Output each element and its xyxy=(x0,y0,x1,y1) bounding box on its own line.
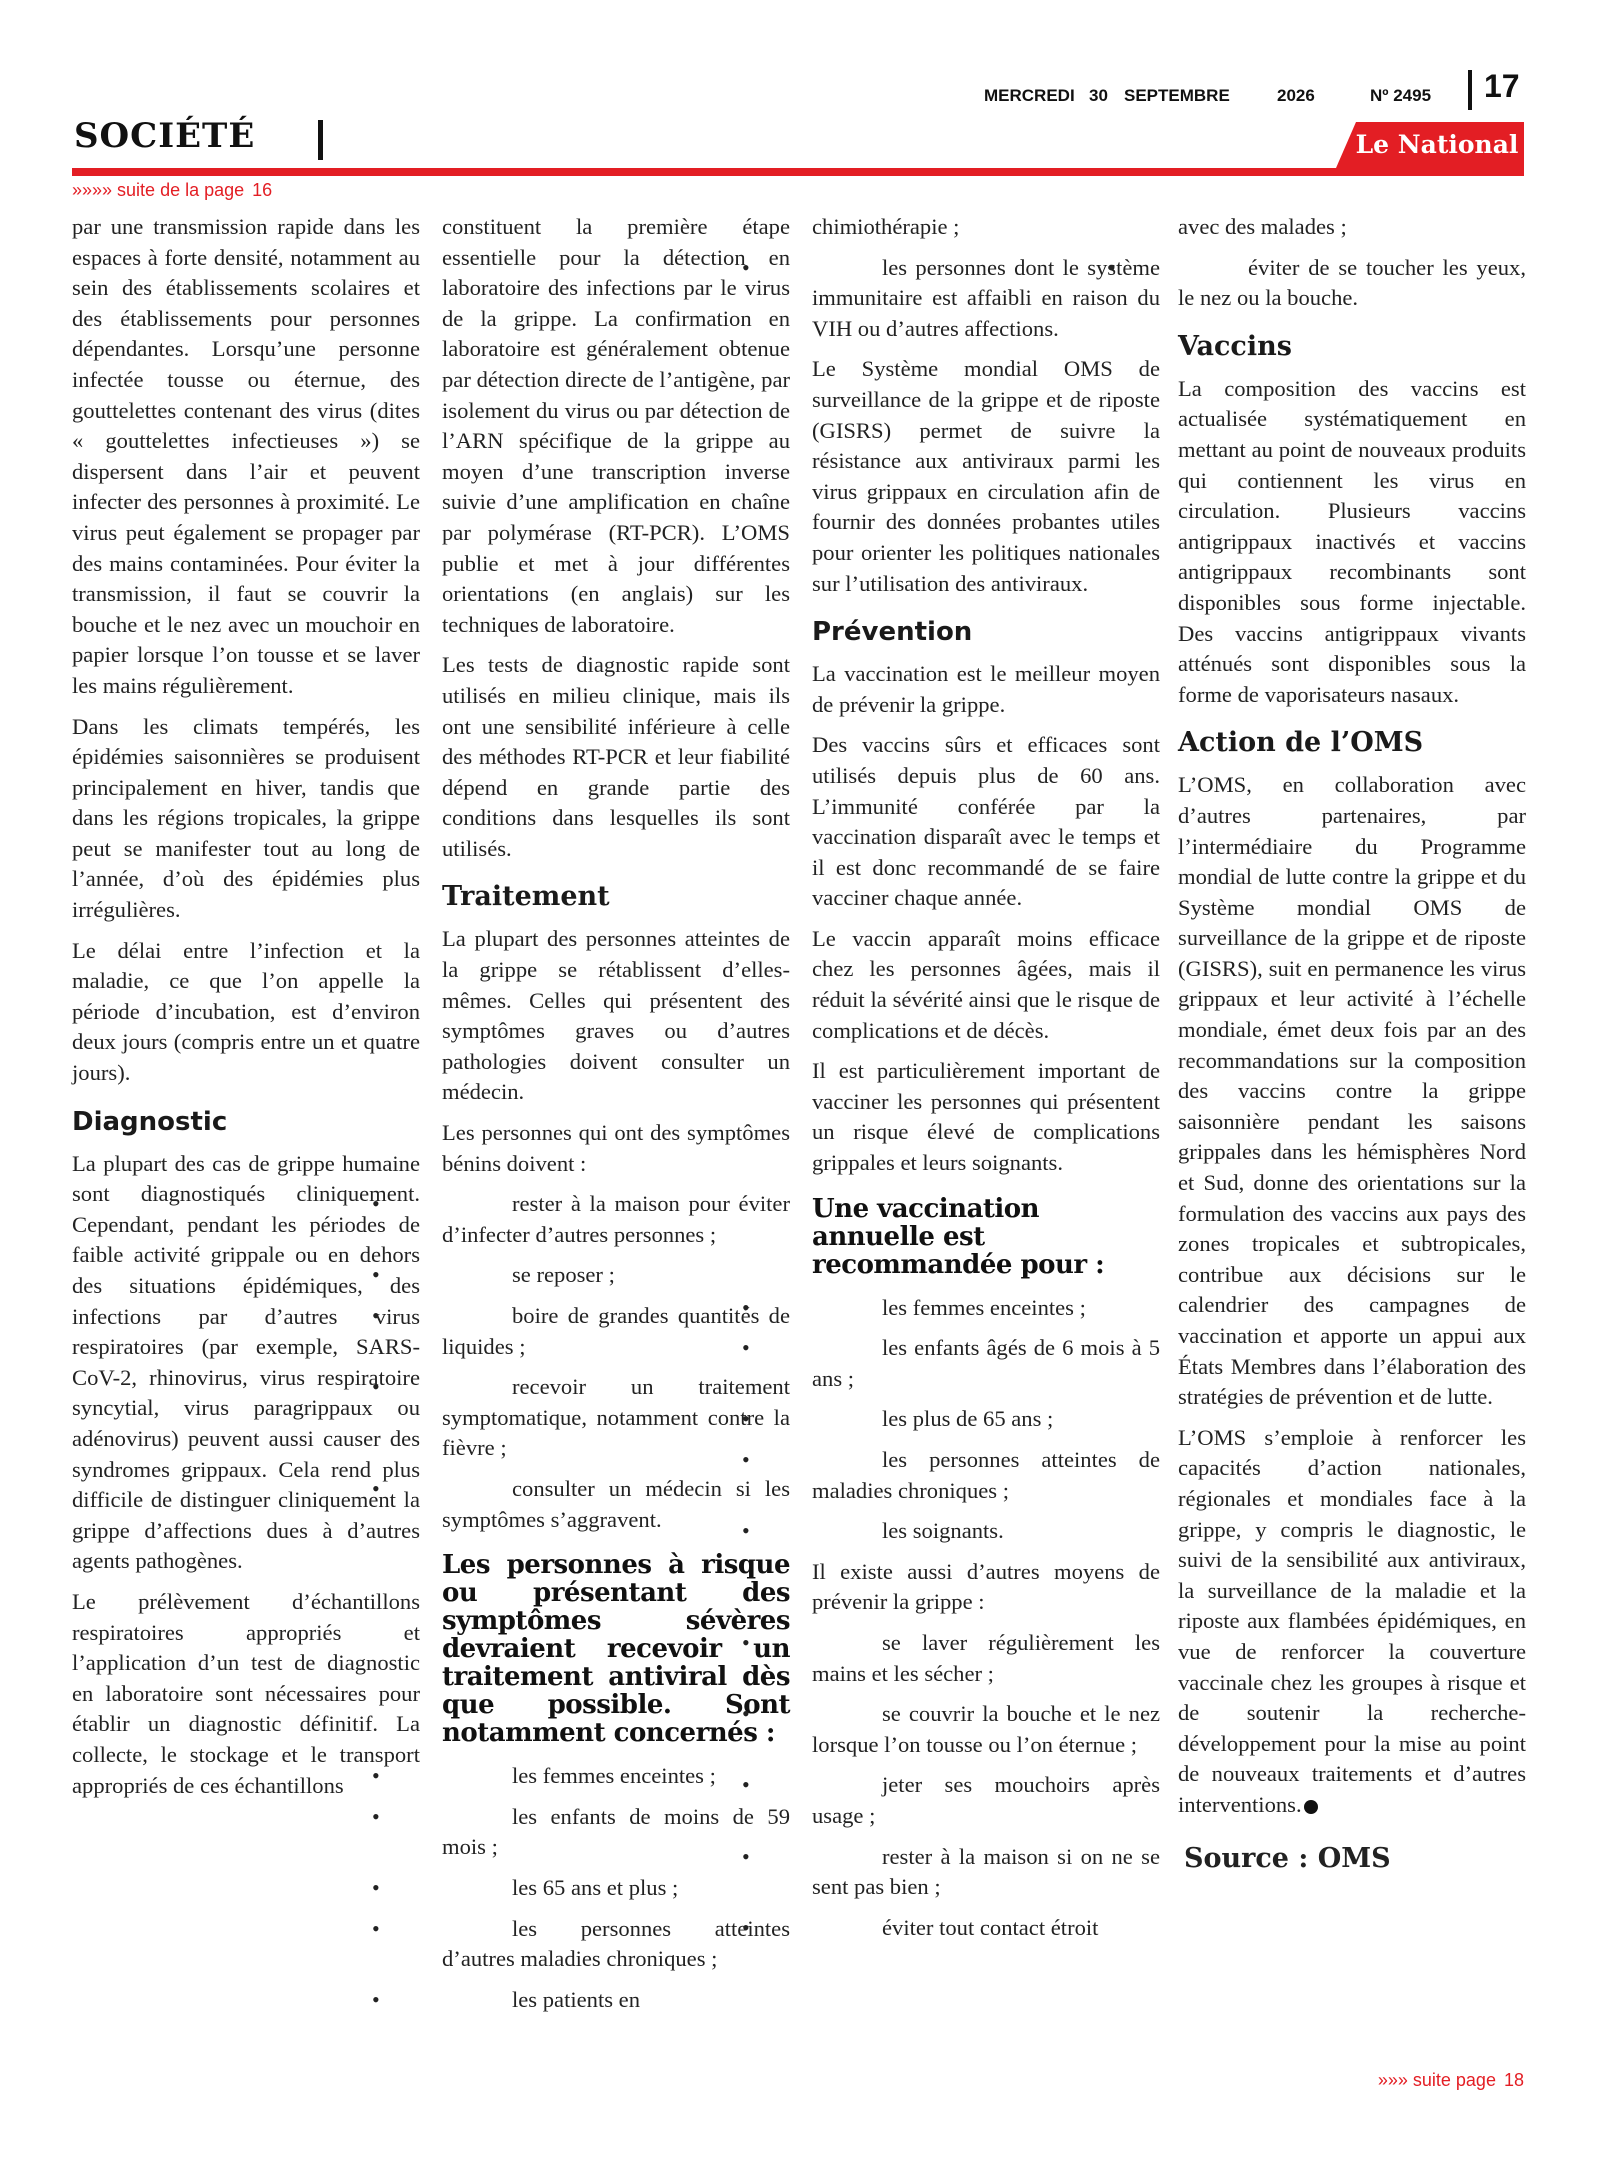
page-number: 17 xyxy=(1484,68,1520,104)
heading-annual-vaccination: Une vaccination annuelle est recommandée pour : xyxy=(812,1193,1105,1280)
continued-to xyxy=(1378,2070,1524,2091)
list-item: • rester à la maison pour éviter d’infecter d’autres personnes ; xyxy=(442,1189,790,1250)
paragraph xyxy=(1178,1423,1526,1821)
list-item: • les soignants. xyxy=(812,1516,1160,1547)
paragraph: La vaccination est le meilleur moyen de prévenir la grippe. xyxy=(812,661,1160,717)
source-credit: Source : OMS xyxy=(1184,1842,1391,1874)
list-item: • se reposer ; xyxy=(442,1260,790,1291)
continued-to-label: »»» suite page xyxy=(1377,2070,1496,2090)
list-item: • boire de grandes quantités de liquides ; xyxy=(442,1301,790,1362)
paragraph: La plupart des cas de grippe humaine sont diagnostiqués cliniquement. Cependant, pendant les périodes de faible activité grippale ou en dehors des situations épidémiques, des infections par d’autres virus respiratoires (par exemple, SARS-CoV-2, rhinovirus, virus respiratoire syncytial, virus paragrippaux ou adénovirus) peuvent aussi causer des syndromes grippaux. Cela rend plus difficile de distinguer cliniquement la grippe d’affections dues à d’autres agents pathogènes. xyxy=(72,1150,420,1574)
date-day: 30 xyxy=(1089,86,1108,105)
section-divider xyxy=(318,120,323,160)
page-number-divider xyxy=(1468,70,1472,110)
list-item: • les femmes enceintes ; xyxy=(812,1293,1160,1324)
list-item: • les femmes enceintes ; xyxy=(442,1761,790,1792)
list-item: • consulter un médecin si les symptômes s’aggravent. xyxy=(442,1474,790,1535)
continued-from xyxy=(72,180,272,201)
continued-to-page: 18 xyxy=(1503,2070,1524,2090)
list-item: • les personnes atteintes de maladies chroniques ; xyxy=(812,1445,1160,1506)
list-item: • les enfants de moins de 59 mois ; xyxy=(442,1802,790,1863)
heading-diagnostic: Diagnostic xyxy=(72,1106,228,1137)
list-item: • se couvrir la bouche et le nez lorsque l’on tousse ou l’on éternue ; xyxy=(812,1699,1160,1760)
prevention-measures-list xyxy=(812,1628,1160,1943)
list-item: • les 65 ans et plus ; xyxy=(442,1873,790,1904)
column-3 xyxy=(812,212,1160,1953)
paragraph: Dans les climats tempérés, les épidémies saisonnières se produisent principalement en hiver, tandis que dans les régions tropicales, la grippe peut se manifester tout au long de l’année, d’où des épidémies plus irrégulières. xyxy=(72,713,420,923)
paragraph: Des vaccins sûrs et efficaces sont utilisés depuis plus de 60 ans. L’immunité conférée par la vaccination disparaît avec le temps et il est donc recommandé de se faire vacciner chaque année. xyxy=(812,732,1160,911)
paragraph: Le Système mondial OMS de surveillance de la grippe et de riposte (GISRS) permet de suivre la résistance aux antiviraux parmi les virus grippaux en circulation afin de fournir des données probantes utiles pour orienter les politiques nationales sur l’utilisation des antiviraux. xyxy=(812,356,1160,596)
paragraph-text: L’OMS s’emploie à renforcer les capacités d’action nationales, régionales et mondiales face à la grippe, y compris le diagnostic, le suivi de la sensibilité aux antiviraux, la surveillance de la maladie et la riposte aux flambées épidémiques, en vue de renforcer la couverture vaccinale chez les groupes à risque et de soutenir la recherche-développement pour la mise au point de nouveaux traitements et d’autres interventions. xyxy=(1178,1424,1526,1817)
issue-number: Nº 2495 xyxy=(1370,86,1432,105)
column-1 xyxy=(72,212,420,1811)
prevention-measures-list-cont xyxy=(1178,253,1526,314)
list-item: • les personnes dont le système immunitaire est affaibli en raison du VIH ou d’autres affections. xyxy=(812,253,1160,345)
paragraph: La plupart des personnes atteintes de la grippe se rétablissent d’elles-mêmes. Celles qui présentent des symptômes graves ou d’autres pathologies doivent consulter un médecin. xyxy=(442,926,790,1105)
vaccination-groups-list xyxy=(812,1293,1160,1547)
list-item: • se laver régulièrement les mains et les sécher ; xyxy=(812,1628,1160,1689)
paragraph: Il est particulièrement important de vacciner les personnes qui présentent un risque élevé de complications grippales et leurs soignants. xyxy=(812,1058,1160,1176)
paragraph: La composition des vaccins est actualisée systématiquement en mettant au point de nouveaux produits qui contiennent les virus en circulation. Plusieurs vaccins antigrippaux inactivés et vaccins antigrippaux recombinants sont disponibles sous forme injectable. Des vaccins antigrippaux vivants atténués sont disponibles sous la forme de vaporisateurs nasaux. xyxy=(1178,375,1526,707)
paragraph: chimiothérapie ; xyxy=(812,214,960,239)
list-item: • les personnes atteintes d’autres maladies chroniques ; xyxy=(442,1914,790,1975)
list-item: • recevoir un traitement symptomatique, notamment contre la fièvre ; xyxy=(442,1372,790,1464)
article-body xyxy=(72,212,1524,2062)
list-item: • les enfants âgés de 6 mois à 5 ans ; xyxy=(812,1333,1160,1394)
heading-prevention: Prévention xyxy=(812,617,973,648)
list-item: • éviter de se toucher les yeux, le nez ou la bouche. xyxy=(1178,253,1526,314)
list-item: • rester à la maison si on ne se sent pas bien ; xyxy=(812,1842,1160,1903)
paragraph: Il existe aussi d’autres moyens de prévenir la grippe : xyxy=(812,1558,1160,1615)
paragraph: Le prélèvement d’échantillons respiratoires appropriés et l’application d’un test de diagnostic en laboratoire sont nécessaires pour établir un diagnostic définitif. La collecte, le stockage et le transport appropriés de ces échantillons xyxy=(72,1588,420,1798)
masthead xyxy=(72,68,1524,180)
continued-from-page: 16 xyxy=(252,180,273,200)
callout-heading: Les personnes à risque ou présentant des symptômes sévères devraient recevoir un traitement antiviral dès que possible. Sont notamment concernés : xyxy=(442,1550,790,1749)
heading-vaccins: Vaccins xyxy=(1178,330,1292,362)
paragraph: constituent la première étape essentielle pour la détection en laboratoire des infections par le virus de la grippe. La confirmation en laboratoire est généralement obtenue par détection directe de l’antigène, par isolement du virus ou par détection de l’ARN spécifique de la grippe au moyen d’une transcription inverse suivie d’une amplification en chaîne par polymérase (RT-PCR). L’OMS publie et met à jour différentes orientations (en anglais) sur les techniques de laboratoire. xyxy=(442,214,790,637)
section-title: SOCIÉTÉ xyxy=(74,116,256,156)
list-item: • jeter ses mouchoirs après usage ; xyxy=(812,1770,1160,1831)
weekday: MERCREDI xyxy=(984,86,1075,105)
paragraph: Le vaccin apparaît moins efficace chez les personnes âgées, mais il réduit la sévérité ainsi que le risque de complications et de décès. xyxy=(812,925,1160,1043)
paragraph: avec des malades ; xyxy=(1178,214,1347,239)
end-of-article-icon xyxy=(1304,1800,1318,1814)
paragraph: L’OMS, en collaboration avec d’autres partenaires, par l’intermédiaire du Programme mondial de lutte contre la grippe et du Système mondial OMS de surveillance de la grippe et de riposte (GISRS), suit en permanence les virus grippaux et leur activité à l’échelle mondiale, émet deux fois par an des recommandations sur la composition des vaccins contre la grippe saisonnière pendant les saisons grippales dans les hémisphères Nord et Sud, donne des orientations sur la formulation des vaccins aux pays des zones tropicales et subtropicales, contribue aux décisions sur le calendrier des campagnes de vaccination et apporte un appui aux États Membres dans l’élaboration des stratégies de prévention et de lutte. xyxy=(1178,772,1526,1410)
paragraph: par une transmission rapide dans les espaces à forte densité, notamment au sein des établissements scolaires et des établissements pour personnes dépendantes. Lorsqu’une personne infectée tousse ou éternue, des gouttelettes contenant des virus (dites « gouttelettes infectieuses ») se dispersent dans l’air et peuvent infecter des personnes à proximité. Le virus peut également se propager par des mains contaminées. Pour éviter la transmission, il faut se couvrir la bouche et le nez avec un mouchoir en papier lorsque l’on tousse et se laver les mains régulièrement. xyxy=(72,214,420,698)
list-item: • les plus de 65 ans ; xyxy=(812,1404,1160,1435)
paragraph: Le délai entre l’infection et la maladie, ce que l’on appelle la période d’incubation, est d’environ deux jours (compris entre un et quatre jours). xyxy=(72,937,420,1086)
paragraph: Les personnes qui ont des symptômes bénins doivent : xyxy=(442,1120,790,1176)
year: 2026 xyxy=(1277,86,1315,105)
paragraph: Les tests de diagnostic rapide sont utilisés en milieu clinique, mais ils ont une sensibilité inférieure à celle des méthodes RT-PCR et leur fiabilité dépend en grande partie des conditions dans lesquelles ils sont utilisés. xyxy=(442,652,790,861)
heading-traitement: Traitement xyxy=(442,881,610,913)
column-2 xyxy=(442,212,790,2025)
header-rule xyxy=(72,168,1524,176)
heading-action-oms: Action de l’OMS xyxy=(1178,727,1424,759)
brand-name: Le National xyxy=(1355,130,1519,159)
continued-from-label: »»»» suite de la page xyxy=(72,180,245,200)
column-4 xyxy=(1178,212,1526,1874)
list-item: • les patients en xyxy=(442,1985,790,2016)
at-risk-list xyxy=(442,1761,790,2015)
mild-symptoms-list xyxy=(442,1189,790,1535)
list-item: • éviter tout contact étroit xyxy=(812,1913,1160,1944)
date-month: SEPTEMBRE xyxy=(1124,86,1230,105)
